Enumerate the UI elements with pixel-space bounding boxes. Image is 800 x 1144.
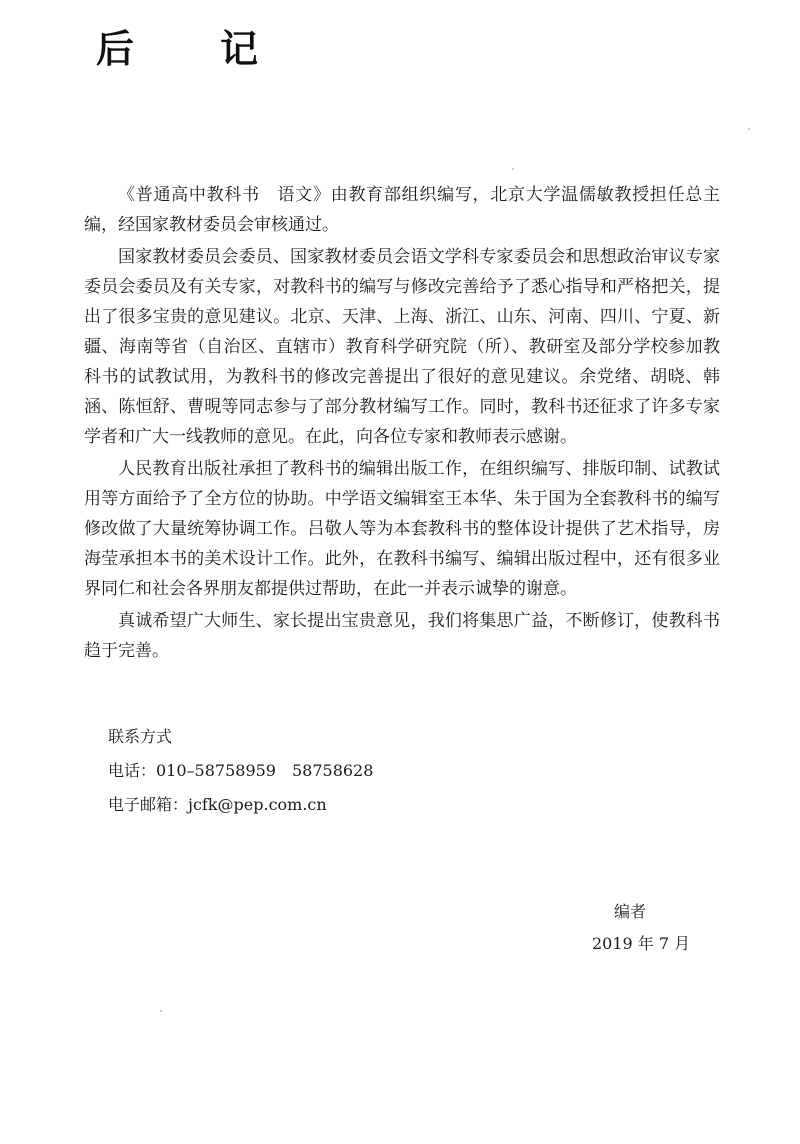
paragraph-2: 国家教材委员会委员、国家教材委员会语文学科专家委员会和思想政治审议专家委员会委员及有关专家，对教科书的编写与修改完善给予了悉心指导和严格把关，提出了很多宝贵的意见建议。北京、天津、上海、浙江、山东、河南、四川、宁夏、新疆、海南等省（自治区、直辖市）教育科学研究院（所）、教研室及部分学校参加教科书的试教试用，为教科书的修改完善提出了很好的意见建议。余党绪、胡晓、韩涵、陈恒舒、曹晛等同志参与了部分教材编写工作。同时，教科书还征求了许多专家学者和广大一线教师的意见。在此，向各位专家和教师表示感谢。 [84, 247, 720, 447]
paragraph-1: 《普通高中教科书 语文》由教育部组织编写，北京大学温儒敏教授担任总主编，经国家教材委员会审核通过。 [84, 185, 720, 235]
body-text [84, 180, 720, 668]
contact-section [108, 720, 373, 822]
scan-speck [160, 1010, 162, 1012]
signature-date: 2019 年 7 月 [592, 934, 691, 953]
signature-block [592, 896, 691, 960]
scan-speck [748, 128, 750, 130]
contact-heading: 联系方式 [108, 727, 173, 746]
scan-speck [512, 168, 514, 170]
page-title: 后 记 [96, 27, 283, 71]
contact-phone: 电话：010–58758959 58758628 [108, 761, 374, 780]
signature-editor: 编者 [614, 902, 647, 921]
paragraph-4: 真诚希望广大师生、家长提出宝贵意见，我们将集思广益，不断修订，使教科书趋于完善。 [84, 611, 720, 661]
contact-email: 电子邮箱：jcfk@pep.com.cn [108, 795, 327, 814]
paragraph-3: 人民教育出版社承担了教科书的编辑出版工作，在组织编写、排版印制、试教试用等方面给予了全方位的协助。中学语文编辑室王本华、朱于国为全套教科书的编写修改做了大量统筹协调工作。吕敬人等为本套教科书的整体设计提供了艺术指导，房海莹承担本书的美术设计工作。此外，在教科书编写、编辑出版过程中，还有很多业界同仁和社会各界朋友都提供过帮助，在此一并表示诚挚的谢意。 [84, 459, 720, 599]
